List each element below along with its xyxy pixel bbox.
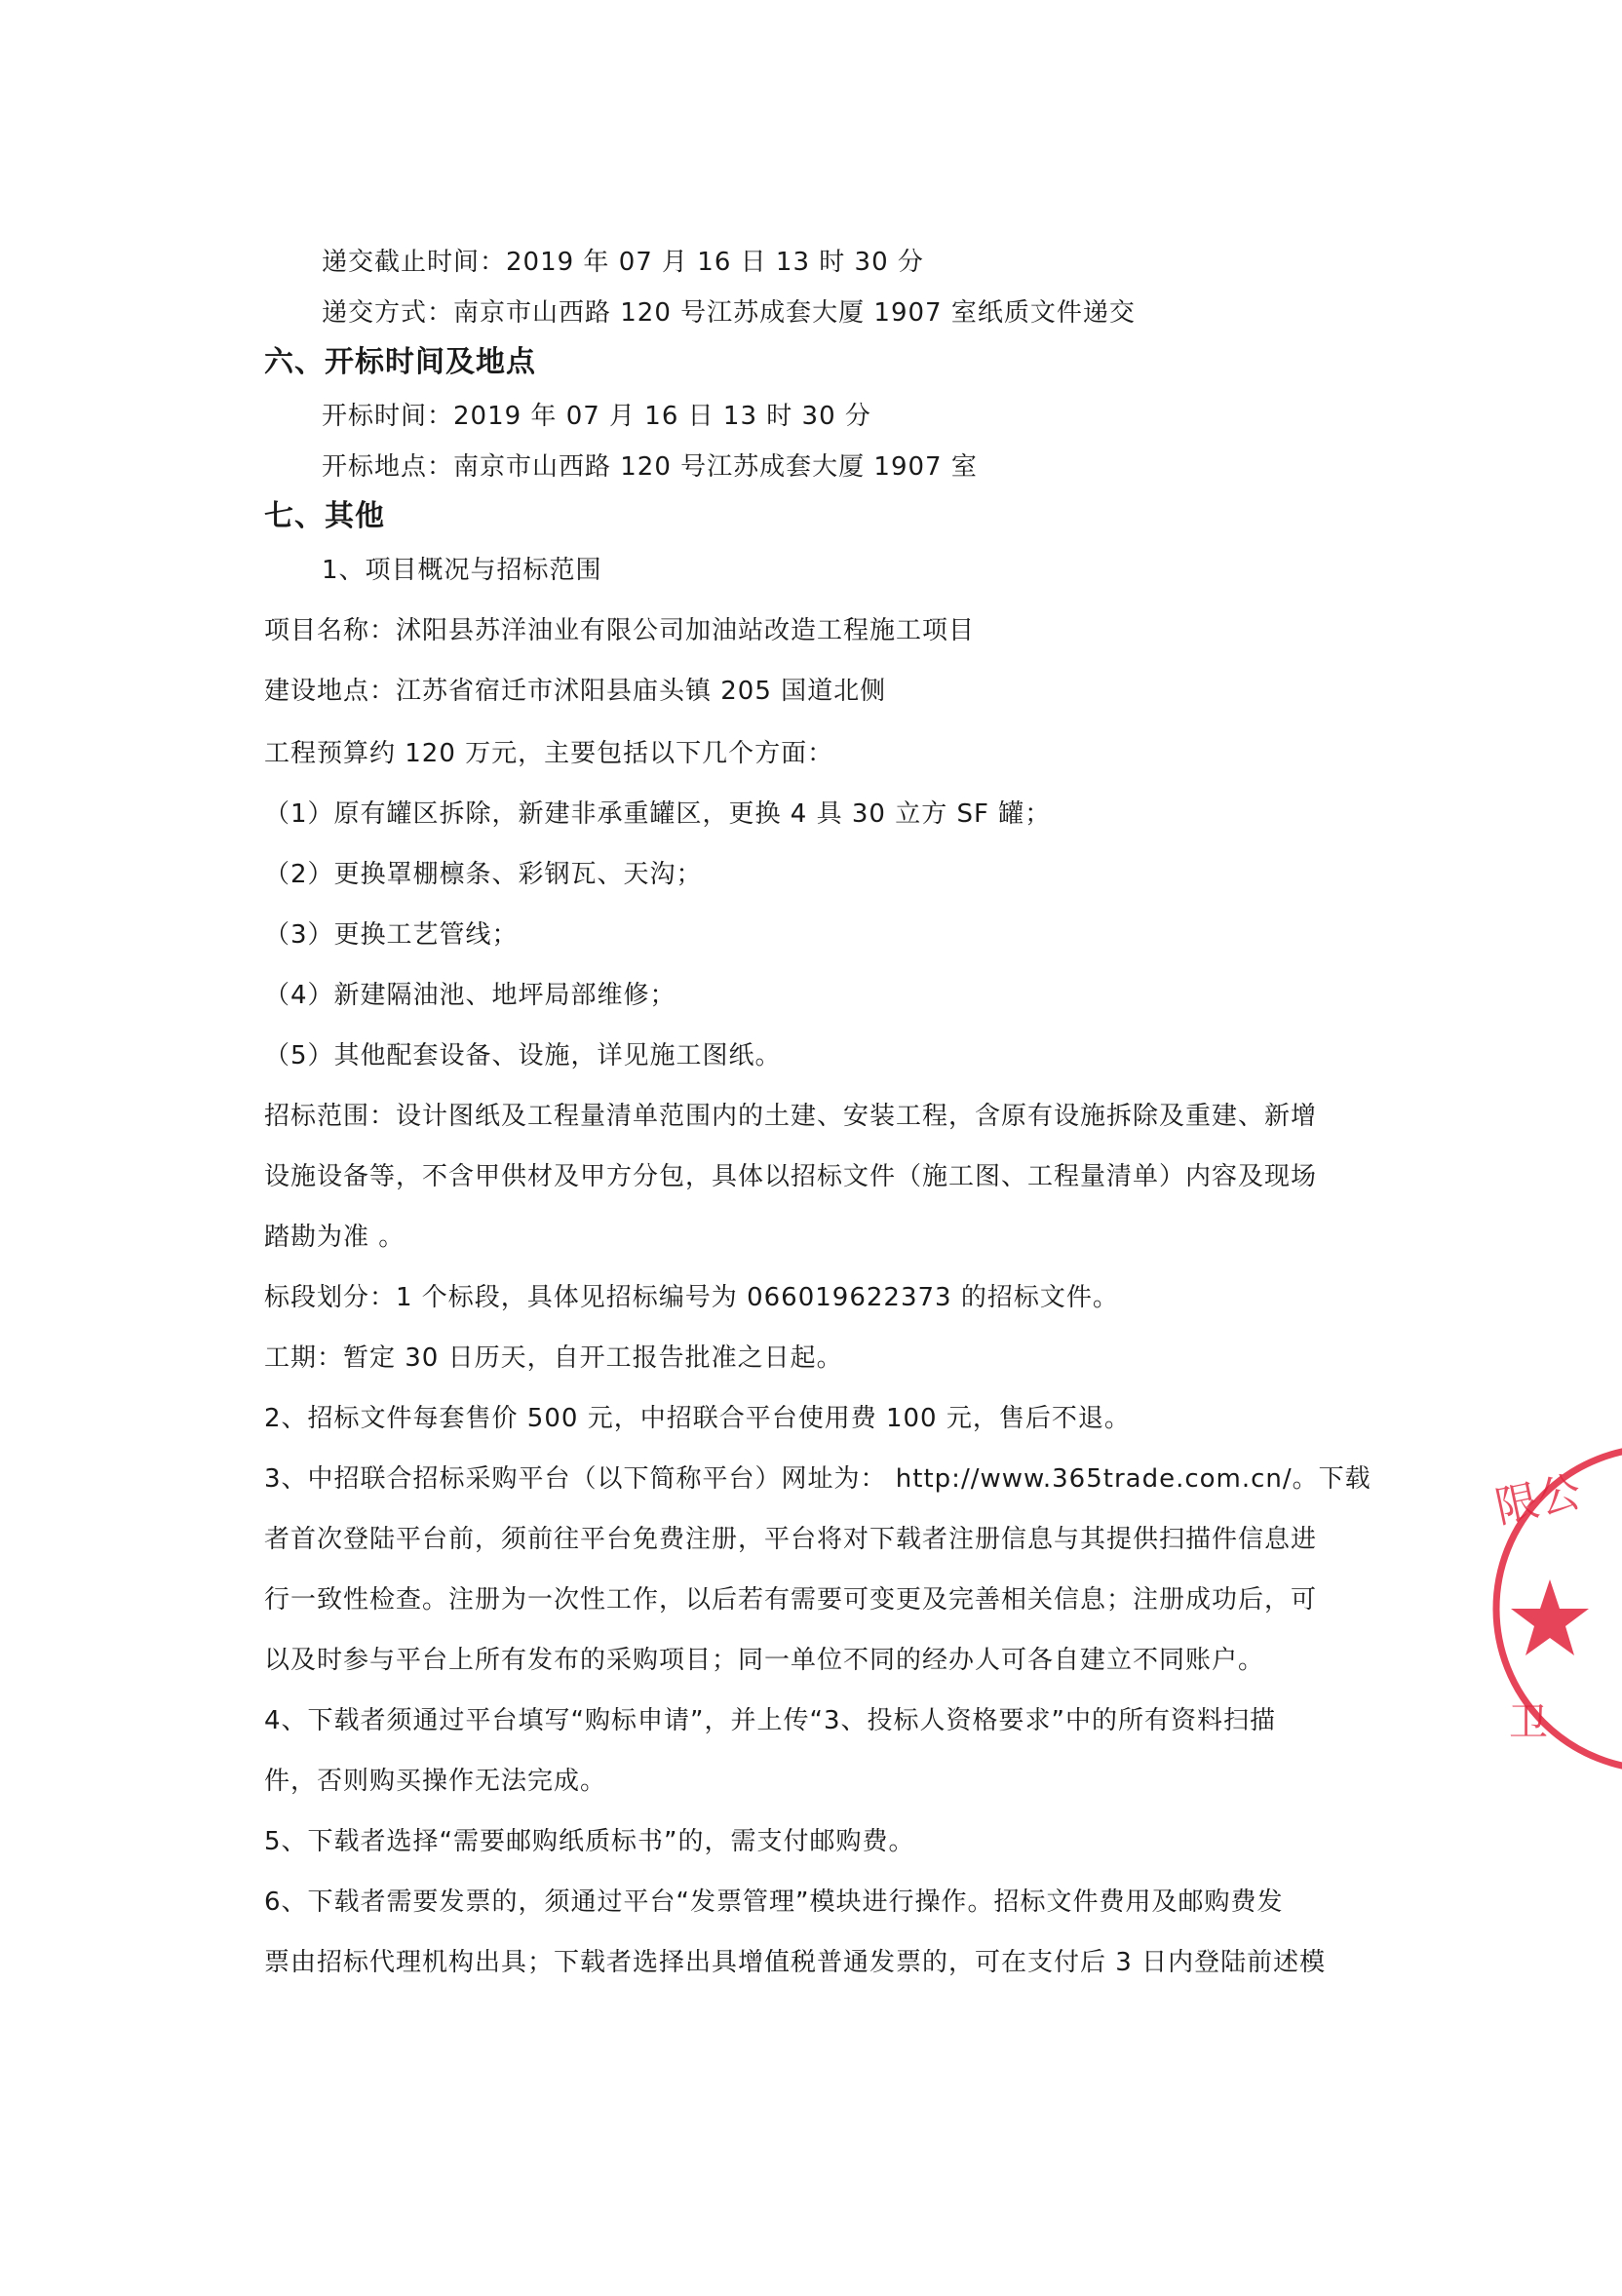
item-3-line: 者首次登陆平台前，须前往平台免费注册，平台将对下载者注册信息与其提供扫描件信息进 [264, 1525, 1318, 1554]
project-budget: 工程预算约 120 万元，主要包括以下几个方面： [264, 739, 834, 768]
svg-text:卫: 卫 [1509, 1700, 1548, 1745]
bid-scope-line: 招标范围：设计图纸及工程量清单范围内的土建、安装工程，含原有设施拆除及重建、新增 [264, 1102, 1318, 1131]
scope-item: （1）原有罐区拆除，新建非承重罐区，更换 4 具 30 立方 SF 罐； [264, 799, 1052, 829]
construction-period: 工期：暂定 30 日历天，自开工报告批准之日起。 [264, 1343, 843, 1373]
scope-item: （4）新建隔油池、地坪局部维修； [264, 981, 676, 1010]
project-name: 项目名称：沭阳县苏洋油业有限公司加油站改造工程施工项目 [264, 616, 976, 645]
item-6-line: 票由招标代理机构出具；下载者选择出具增值税普通发票的，可在支付后 3 日内登陆前述模 [264, 1948, 1327, 1977]
construction-location: 建设地点：江苏省宿迁市沭阳县庙头镇 205 国道北侧 [264, 677, 887, 706]
item-4-line: 4、下载者须通过平台填写“购标申请”，并上传“3、投标人资格要求”中的所有资料扫描 [264, 1706, 1276, 1735]
opening-place: 开标地点：南京市山西路 120 号江苏成套大厦 1907 室 [322, 452, 978, 482]
item-3-line: 行一致性检查。注册为一次性工作，以后若有需要可变更及完善相关信息；注册成功后，可 [264, 1585, 1318, 1615]
lot-division: 标段划分：1 个标段，具体见招标编号为 066019622373 的招标文件。 [264, 1283, 1119, 1312]
svg-text:限公: 限公 [1490, 1466, 1586, 1534]
section-6-heading: 六、开标时间及地点 [264, 345, 536, 379]
company-seal-stamp [1462, 1433, 1622, 1784]
bid-scope-line: 设施设备等，不含甲供材及甲方分包，具体以招标文件（施工图、工程量清单）内容及现场 [264, 1162, 1318, 1191]
item-3-line: 3、中招联合招标采购平台（以下简称平台）网址为： http://www.365trade.com.cn/。下载 [264, 1464, 1371, 1494]
submission-method: 递交方式：南京市山西路 120 号江苏成套大厦 1907 室纸质文件递交 [322, 298, 1136, 328]
opening-time: 开标时间：2019 年 07 月 16 日 13 时 30 分 [322, 402, 871, 431]
submission-deadline: 递交截止时间：2019 年 07 月 16 日 13 时 30 分 [322, 248, 924, 277]
bid-scope-line: 踏勘为准 。 [264, 1223, 406, 1252]
scope-item: （5）其他配套设备、设施，详见施工图纸。 [264, 1041, 782, 1070]
item-6-line: 6、下载者需要发票的，须通过平台“发票管理”模块进行操作。招标文件费用及邮购费发 [264, 1887, 1284, 1917]
item-4-line: 件，否则购买操作无法完成。 [264, 1767, 607, 1796]
seal-graphic [1462, 1433, 1622, 1784]
scope-item: （2）更换罩棚檩条、彩钢瓦、天沟； [264, 860, 703, 889]
item-2: 2、招标文件每套售价 500 元，中招联合平台使用费 100 元，售后不退。 [264, 1404, 1131, 1433]
item-1-title: 1、项目概况与招标范围 [322, 556, 602, 585]
item-5: 5、下载者选择“需要邮购纸质标书”的，需支付邮购费。 [264, 1827, 915, 1856]
scope-item: （3）更换工艺管线； [264, 920, 519, 950]
item-3-line: 以及时参与平台上所有发布的采购项目；同一单位不同的经办人可各自建立不同账户。 [264, 1646, 1265, 1675]
section-7-heading: 七、其他 [264, 499, 385, 533]
